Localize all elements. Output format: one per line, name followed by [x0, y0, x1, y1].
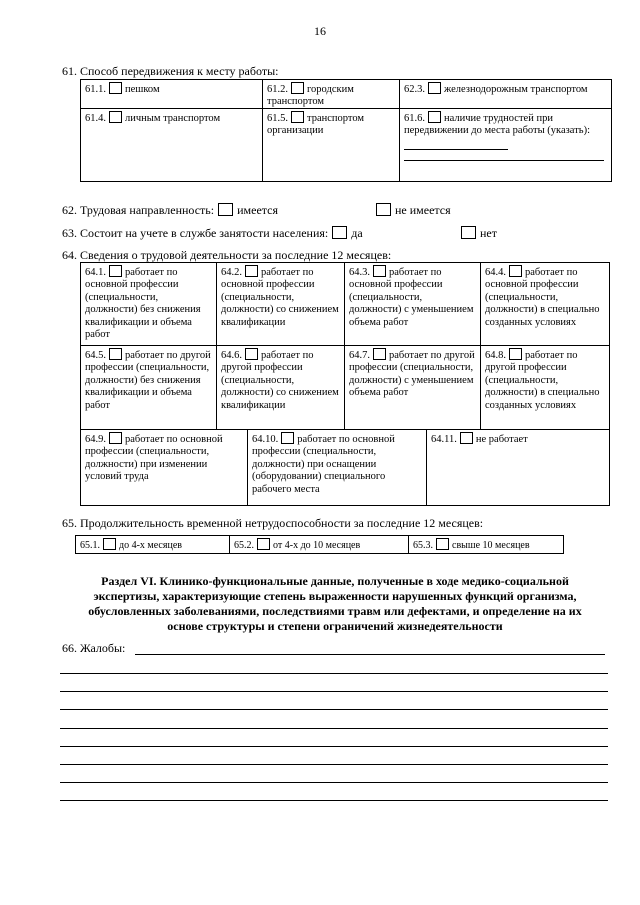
checkbox-64-6[interactable]	[245, 348, 258, 360]
complaints-line[interactable]	[60, 800, 608, 801]
checkbox-64-9[interactable]	[109, 432, 122, 444]
q63-no	[457, 226, 497, 240]
option-label: работает по другой профессии (специальности, должности) без снижения квалификации и объема работ	[85, 350, 211, 411]
checkbox-65-3[interactable]	[436, 538, 449, 550]
option-number: 61.6.	[404, 113, 425, 124]
checkbox-61-6[interactable]	[428, 111, 441, 123]
complaints-line[interactable]	[60, 728, 608, 729]
option-number: 62.3.	[404, 84, 425, 95]
option-65-2	[229, 535, 409, 554]
option-61-2	[262, 79, 400, 109]
complaints-line[interactable]	[60, 673, 608, 674]
option-64-5	[80, 345, 217, 430]
checkbox-64-10[interactable]	[281, 432, 294, 444]
q65-title: 65. Продолжительность временной нетрудоспособности за последние 12 месяцев:	[62, 516, 484, 530]
option-number: 64.2.	[221, 267, 242, 278]
checkbox-64-4[interactable]	[509, 265, 522, 277]
option-64-3	[344, 262, 481, 346]
option-number: 61.4.	[85, 113, 106, 124]
option-number: 61.1.	[85, 84, 106, 95]
option-label: работает по основной профессии (специальности, должности) при изменении условий труда	[85, 434, 223, 483]
q62	[62, 203, 278, 217]
checkbox-62-yes[interactable]	[218, 203, 233, 216]
option-number: 64.5.	[85, 350, 106, 361]
q63-title: 63. Состоит на учете в службе занятости населения:	[62, 226, 329, 240]
option-64-2	[216, 262, 345, 346]
option-label: работает по основной профессии (специальности, должности) со снижением квалификации	[221, 267, 339, 328]
option-64-7	[344, 345, 481, 430]
section-6-title: Раздел VI. Клинико-функциональные данные, полученные в ходе медико-социальной экспертизы, характеризующие степень выраженности нарушенных функций организма, обусловленных заболеваниями, последствиями травм или дефектами, и определение на их основе структуры и степени ограничений жизнедеятельности	[88, 574, 582, 633]
option-label: работает по другой профессии (специальности, должности) с уменьшением объема работ	[349, 350, 475, 399]
option-label: городским транспортом	[267, 84, 354, 108]
checkbox-61-5[interactable]	[291, 111, 304, 123]
option-number: 61.5.	[267, 113, 288, 124]
checkbox-64-11[interactable]	[460, 432, 473, 444]
option-number: 64.3.	[349, 267, 370, 278]
option-61-6	[399, 108, 612, 182]
checkbox-65-1[interactable]	[103, 538, 116, 550]
option-64-10	[247, 429, 427, 506]
option-label: транспортом организации	[267, 113, 365, 137]
option-65-3	[408, 535, 564, 554]
checkbox-62-no[interactable]	[376, 203, 391, 216]
q62-option-1: имеется	[237, 203, 279, 217]
option-64-1	[80, 262, 217, 346]
option-label: работает по другой профессии (специальности, должности) в специально созданных условиях	[485, 350, 600, 411]
q63-option-1: да	[351, 226, 363, 240]
option-64-11	[426, 429, 610, 506]
complaints-line[interactable]	[60, 746, 608, 747]
q61-title: 61. Способ передвижения к месту работы:	[62, 64, 279, 78]
option-label: свыше 10 месяцев	[452, 540, 530, 551]
option-label: наличие трудностей при передвижении до места работы (указать):	[404, 113, 590, 137]
option-label: личным транспортом	[125, 113, 221, 124]
option-label: работает по основной профессии (специальности, должности) без снижения квалификации и объема работ	[85, 267, 201, 341]
option-64-6	[216, 345, 345, 430]
checkbox-63-yes[interactable]	[332, 226, 347, 239]
checkbox-61-2[interactable]	[291, 82, 304, 94]
complaints-line[interactable]	[60, 764, 608, 765]
checkbox-64-3[interactable]	[373, 265, 386, 277]
option-number: 64.6.	[221, 350, 242, 361]
complaints-line[interactable]	[60, 709, 608, 710]
option-61-4	[80, 108, 263, 182]
q63	[62, 226, 363, 240]
q62-title: 62. Трудовая направленность:	[62, 203, 215, 217]
checkbox-64-5[interactable]	[109, 348, 122, 360]
checkbox-64-2[interactable]	[245, 265, 258, 277]
page-number: 16	[314, 24, 326, 38]
option-65-1	[75, 535, 230, 554]
option-number: 64.4.	[485, 267, 506, 278]
option-64-9	[80, 429, 248, 506]
option-61-5	[262, 108, 400, 182]
complaints-first-line[interactable]	[135, 654, 605, 655]
checkbox-63-no[interactable]	[461, 226, 476, 239]
q63-option-2: нет	[480, 226, 497, 240]
option-64-4	[480, 262, 610, 346]
q66-title: 66. Жалобы:	[62, 641, 126, 655]
checkbox-64-7[interactable]	[373, 348, 386, 360]
checkbox-64-1[interactable]	[109, 265, 122, 277]
option-label: работает по основной профессии (специальности, должности) при оснащении (оборудовании) специального рабочего места	[252, 434, 395, 495]
option-label: железнодорожным транспортом	[444, 84, 588, 95]
option-label: работает по основной профессии (специальности, должности) с уменьшением объема работ	[349, 267, 474, 328]
checkbox-61-1[interactable]	[109, 82, 122, 94]
option-number: 64.8.	[485, 350, 506, 361]
option-64-8	[480, 345, 610, 430]
option-number: 65.2.	[234, 540, 254, 551]
option-number: 64.7.	[349, 350, 370, 361]
q64-title: 64. Сведения о трудовой деятельности за последние 12 месяцев:	[62, 248, 392, 262]
specify-field[interactable]	[404, 139, 508, 150]
q62-no	[372, 203, 451, 217]
option-label: не работает	[475, 434, 528, 445]
option-number: 64.9.	[85, 434, 106, 445]
complaints-line[interactable]	[60, 691, 608, 692]
option-number: 65.3.	[413, 540, 433, 551]
option-label: от 4-х до 10 месяцев	[273, 540, 361, 551]
complaints-line[interactable]	[60, 782, 608, 783]
q62-option-2: не имеется	[395, 203, 451, 217]
option-number: 64.1.	[85, 267, 106, 278]
option-label: работает по основной профессии (специальности, должности) в специально созданных условиях	[485, 267, 600, 328]
checkbox-62-3[interactable]	[428, 82, 441, 94]
checkbox-61-4[interactable]	[109, 111, 122, 123]
checkbox-64-8[interactable]	[509, 348, 522, 360]
option-number: 65.1.	[80, 540, 100, 551]
option-number: 64.10.	[252, 434, 279, 445]
specify-line[interactable]	[404, 160, 604, 161]
option-number: 64.11.	[431, 434, 457, 445]
option-label: пешком	[125, 84, 160, 95]
option-number: 61.2.	[267, 84, 288, 95]
option-label: работает по другой профессии (специальности, должности) со снижением квалификации	[221, 350, 339, 411]
option-61-1	[80, 79, 263, 109]
checkbox-65-2[interactable]	[257, 538, 270, 550]
option-62-3	[399, 79, 612, 109]
option-label: до 4-х месяцев	[119, 540, 182, 551]
